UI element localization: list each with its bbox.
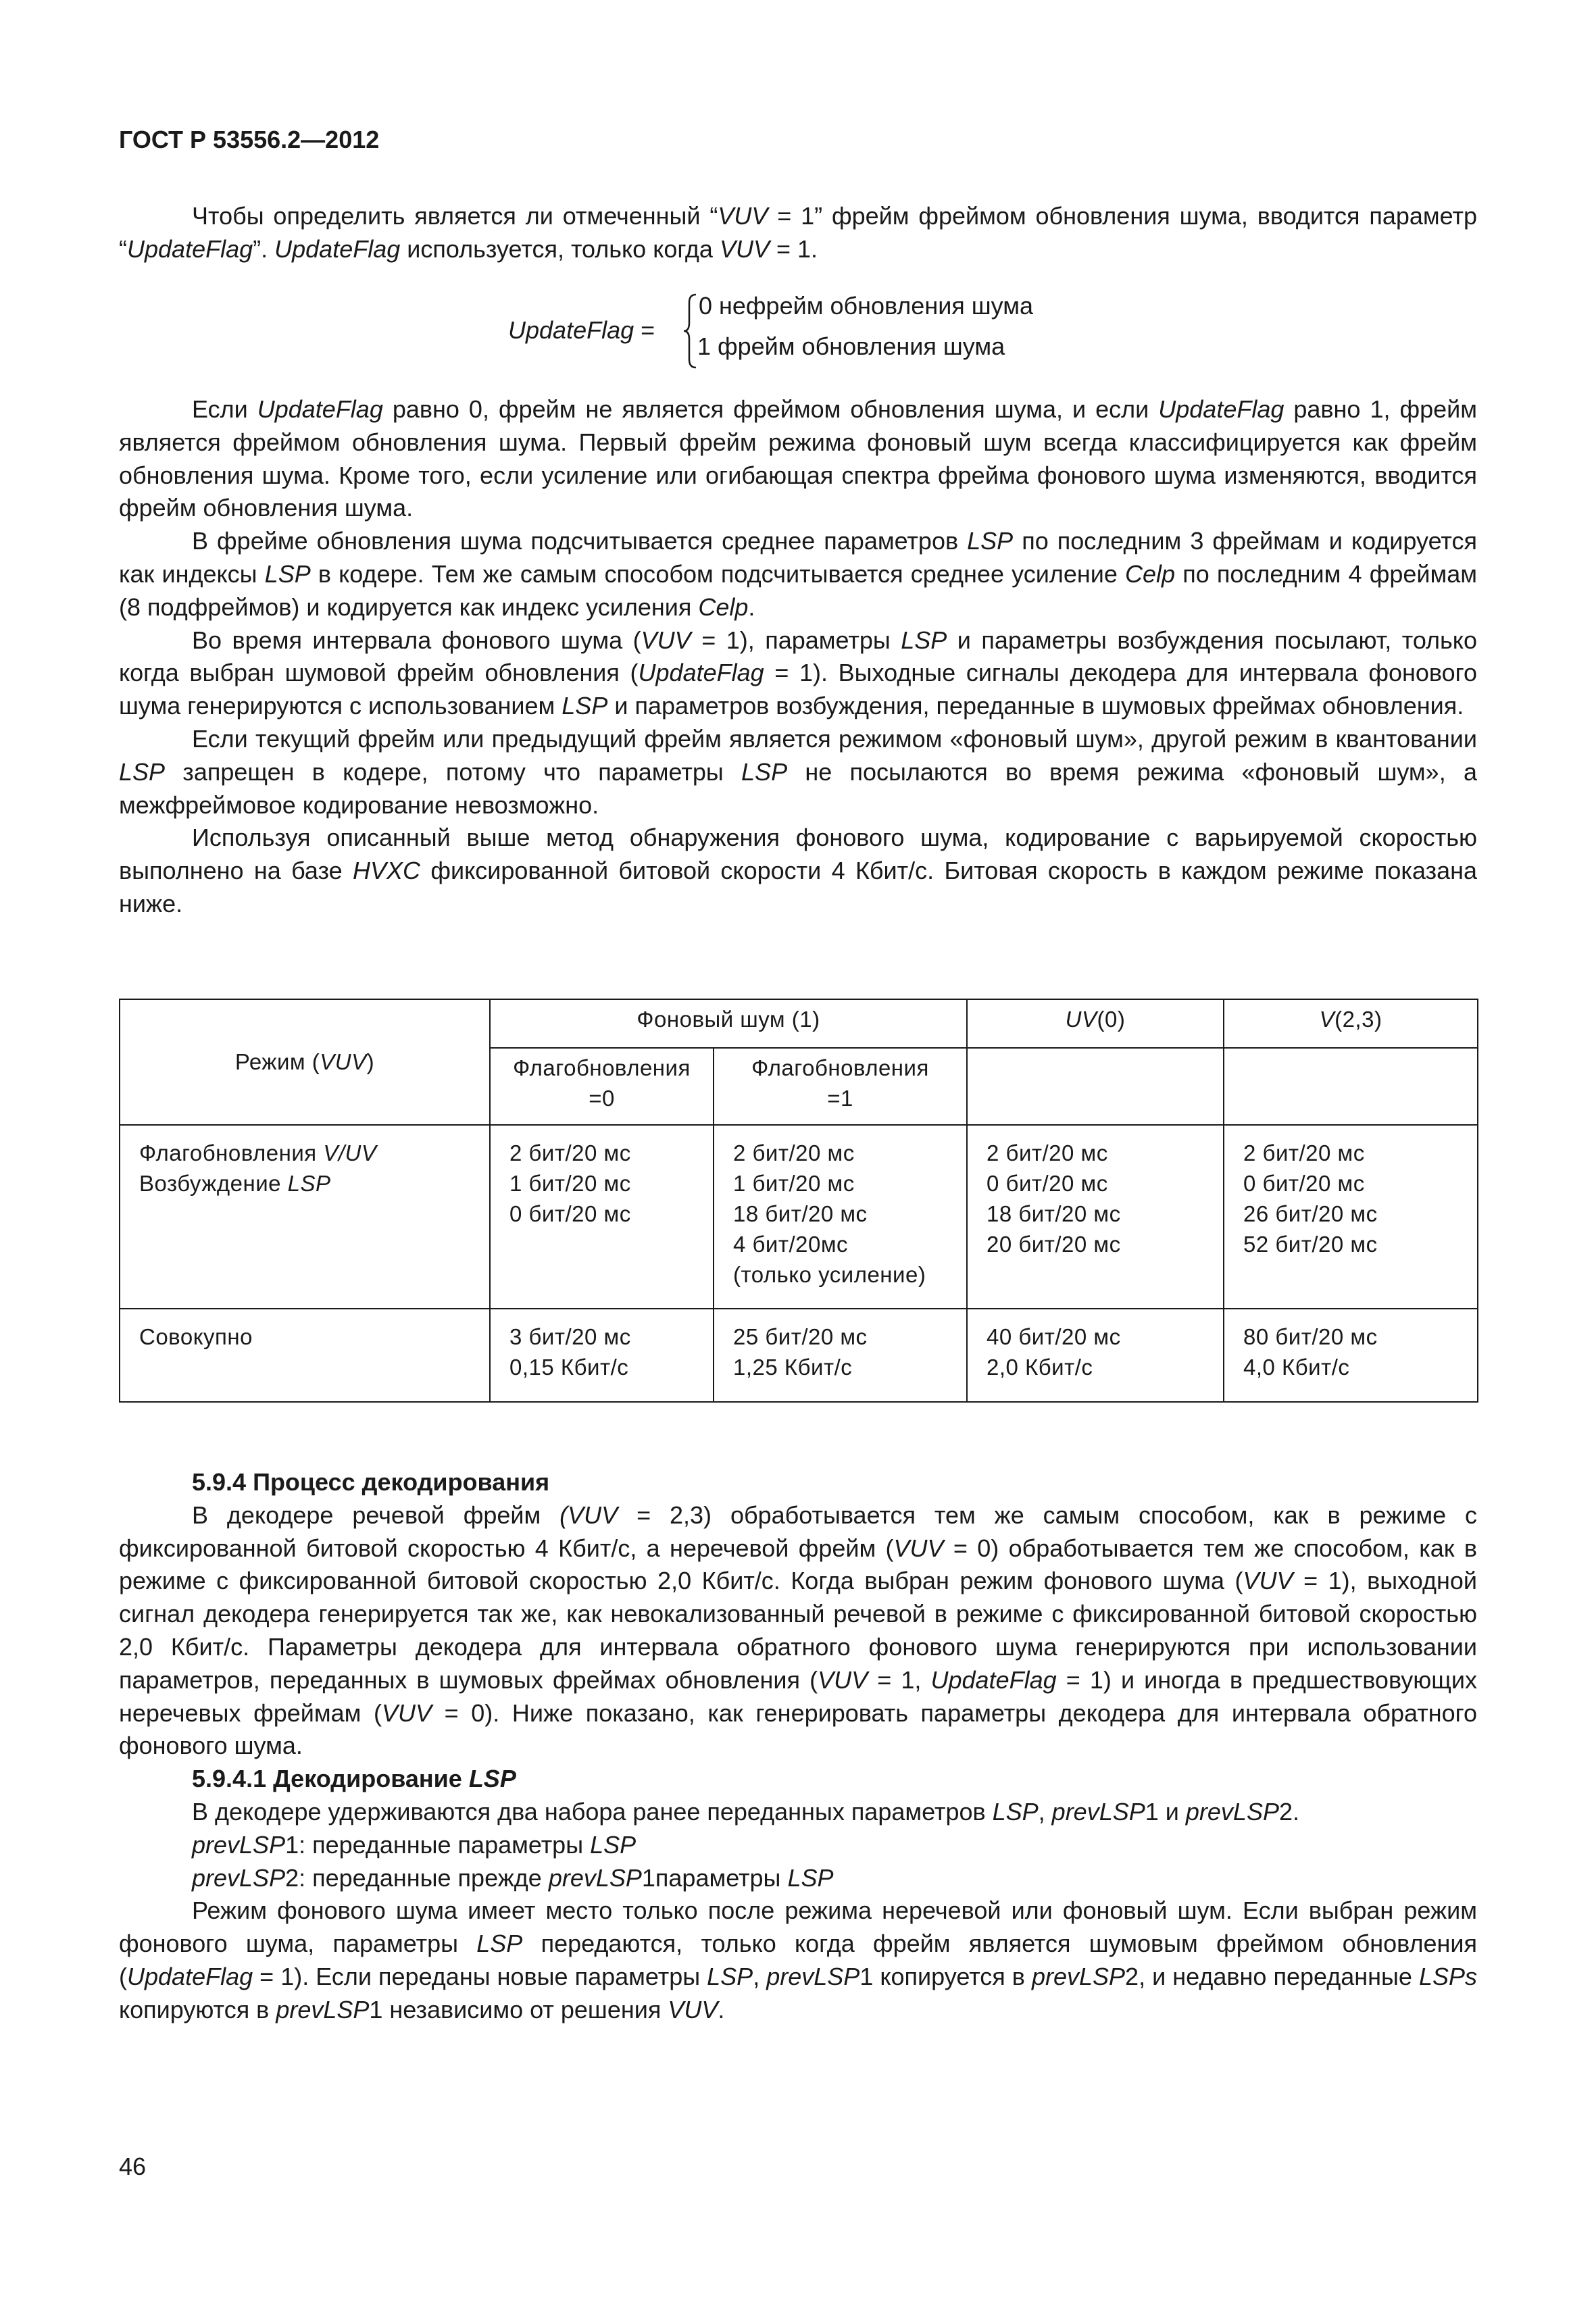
formula-lhs: UpdateFlag = xyxy=(508,316,655,344)
table-cell: 3 бит/20 мс 0,15 Кбит/с xyxy=(490,1309,714,1402)
table-cell: 40 бит/20 мс 2,0 Кбит/с xyxy=(967,1309,1224,1402)
left-brace xyxy=(682,292,699,370)
document-header: ГОСТ Р 53556.2—2012 xyxy=(119,126,380,153)
table-row xyxy=(120,1309,1478,1402)
v-header-cell: V(2,3) xyxy=(1224,999,1478,1048)
paragraph: Во время интервала фонового шума (VUV = 1), параметры LSP и параметры возбуждения посылают, только когда выбран шумовой фрейм обновления (UpdateFlag = 1). Выходные сигналы декодера для интервала фонового шума генерируются с использованием LSP и параметров возбуждения, переданные в шумовых фреймах обновления. xyxy=(119,626,1478,720)
formula-case-1: 1 фрейм обновления шума xyxy=(697,332,1005,360)
table-cell: 25 бит/20 мс 1,25 Кбит/с xyxy=(714,1309,967,1402)
body-text-2 xyxy=(119,1466,1477,2027)
paragraph: В декодере речевой фрейм (VUV = 2,3) обработывается тем же самым способом, как в режиме с фиксированной битовой скоростью 4 Кбит/с, а неречевой фрейм (VUV = 0) обработывается тем же способом, как в режиме с фиксированной битовой скоростью 2,0 Кбит/с. Когда выбран режим фонового шума (VUV = 1), выходной сигнал декодера генерируется так же, как невокализованный речевой в режиме с фиксированной битовой скоростью 2,0 Кбит/с. Параметры декодера для интервала обратного фонового шума генерируются при использовании параметров, переданных в шумовых фреймах обновления (VUV = 1, UpdateFlag = 1) и иногда в предшествовующих неречевых фреймам (VUV = 0). Ниже показано, как генерировать параметры декодера для интервала обратного фонового шума. xyxy=(119,1501,1478,1760)
table-cell: 2 бит/20 мс 0 бит/20 мс 18 бит/20 мс 20 бит/20 мс xyxy=(967,1125,1224,1309)
paragraph: В фрейме обновления шума подсчитывается среднее параметров LSP по последним 3 фреймам и кодируется как индексы LSP в кодере. Тем же самым способом подсчитывается среднее усиление Celp по последним 4 фреймам (8 подфреймов) и кодируется как индекс усиления Celp. xyxy=(119,527,1477,621)
intro-text xyxy=(119,200,1477,266)
paragraph: Используя описанный выше метод обнаружения фонового шума, кодирование с варьируемой скоростью выполнено на базе HVXC фиксированной битовой скорости 4 Кбит/с. Битовая скорость в каждом режиме показана ниже. xyxy=(119,824,1478,917)
table-cell: 2 бит/20 мс 1 бит/20 мс 18 бит/20 мс 4 бит/20мс (только усиление) xyxy=(714,1125,967,1309)
body-text-1 xyxy=(119,393,1477,921)
mode-header-cell: Режим (VUV) xyxy=(120,999,490,1125)
paragraph: prevLSP1: переданные параметры LSP xyxy=(192,1830,637,1859)
flag0-header-cell: Флагобновления =0 xyxy=(490,1048,714,1125)
paragraph: В декодере удерживаются два набора ранее переданных параметров LSP, prevLSP1 и prevLSP2. xyxy=(192,1797,1299,1826)
section-heading: 5.9.4 Процесс декодирования xyxy=(192,1468,550,1496)
uv-header-cell: UV(0) xyxy=(967,999,1224,1048)
table-cell: 2 бит/20 мс 1 бит/20 мс 0 бит/20 мс xyxy=(490,1125,714,1309)
formula-case-0: 0 нефрейм обновления шума xyxy=(699,292,1034,320)
table-row xyxy=(120,999,1478,1048)
empty-cell xyxy=(1224,1048,1478,1125)
row-label-cell: Совокупно xyxy=(120,1309,490,1402)
paragraph: prevLSP2: переданные прежде prevLSP1параметры LSP xyxy=(192,1863,834,1892)
paragraph: Если UpdateFlag равно 0, фрейм не является фреймом обновления шума, и если UpdateFlag равно 1, фрейм является фреймом обновления шума. Первый фрейм режима фоновый шум всегда классифицируется как фрейм обновления шума. Кроме того, если усиление или огибающая спектра фрейма фонового шума изменяются, вводится фрейм обновления шума. xyxy=(119,395,1477,522)
background-noise-header-cell: Фоновый шум (1) xyxy=(490,999,967,1048)
empty-cell xyxy=(967,1048,1224,1125)
flag1-header-cell: Флагобновления =1 xyxy=(714,1048,967,1125)
row-label-cell: Флагобновления V/UV Возбуждение LSP xyxy=(120,1125,490,1309)
paragraph: Чтобы определить является ли отмеченный “VUV = 1” фрейм фреймом обновления шума, вводится параметр “UpdateFlag”. UpdateFlag используется, только когда VUV = 1. xyxy=(119,202,1477,263)
table-row xyxy=(120,1125,1478,1309)
table-cell: 80 бит/20 мс 4,0 Кбит/с xyxy=(1224,1309,1478,1402)
paragraph: Режим фонового шума имеет место только после режима неречевой или фоновый шум. Если выбран режим фонового шума, параметры LSP передаются, только когда фрейм является шумовым фреймом обновления (UpdateFlag = 1). Если переданы новые параметры LSP, prevLSP1 копируется в prevLSP2, и недавно переданные LSPs копируются в prevLSP1 независимо от решения VUV. xyxy=(119,1896,1477,2023)
table-cell: 2 бит/20 мс 0 бит/20 мс 26 бит/20 мс 52 бит/20 мс xyxy=(1224,1125,1478,1309)
paragraph: Если текущий фрейм или предыдущий фрейм является режимом «фоновый шум», другой режим в квантовании LSP запрещен в кодере, потому что параметры LSP не посылаются во время режима «фоновый шум», а межфреймовое кодирование невозможно. xyxy=(119,724,1477,819)
page-number: 46 xyxy=(119,2153,147,2180)
section-heading: 5.9.4.1 Декодирование LSP xyxy=(192,1765,516,1793)
bitrate-table xyxy=(119,999,1478,1403)
